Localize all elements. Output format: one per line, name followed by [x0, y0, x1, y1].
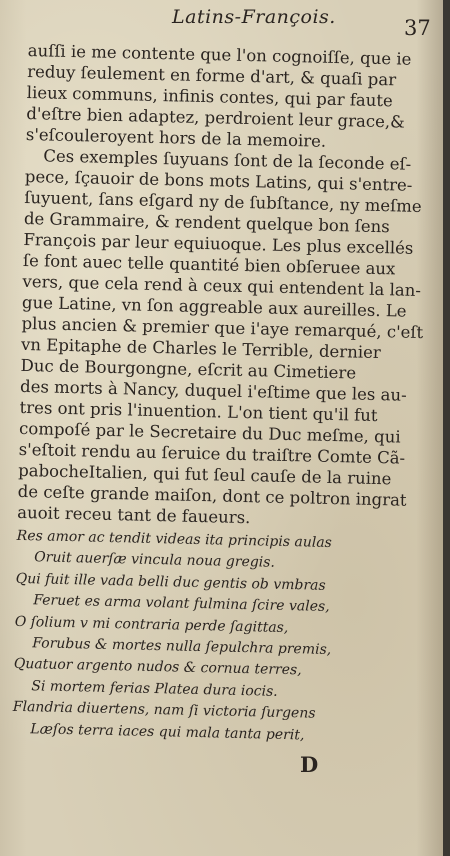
text-line: plus ancien & premier que i'aye remarqué, c'eſt: [21, 313, 424, 343]
verse-line: Flandria diuertens, nam ſi victoria ſurgens: [12, 698, 316, 722]
text-line: Ces exemples ſuyuans ſont de la ſeconde eſ-: [43, 146, 412, 174]
text-line: gue Latine, vn ſon aggreable aux aureilles. Le: [21, 292, 407, 321]
text-line: compoſé par le Secretaire du Duc meſme, qui: [18, 418, 401, 447]
page-header: [0, 6, 443, 40]
text-line: de Grammaire, & rendent quelque bon ſens: [23, 208, 390, 237]
text-line: d'eſtre bien adaptez, perdroient leur grace,&: [26, 103, 405, 132]
text-line: s'eſcouleroyent hors de la memoire.: [25, 124, 327, 151]
verse-line: Res amor ac tendit videas ita principis aulas: [16, 527, 333, 552]
verse-line: Si mortem ferias Platea dura iocis.: [31, 677, 278, 700]
text-line: Duc de Bourgongne, eſcrit au Cimetiere: [20, 355, 357, 383]
text-line: auſſi ie me contente que l'on cognoiſſe, que ie: [27, 40, 412, 69]
verse-line: Oruit auerſæ vincula noua gregis.: [34, 549, 276, 572]
running-head: Latins-François.: [172, 6, 336, 28]
text-line: tres ont pris l'inuention. L'on tient qu'il fut: [19, 397, 378, 426]
text-line: ſe font auec telle quantité bien obſeruee aux: [22, 250, 396, 279]
verse-line: O ſolium v mi contraria perde ſagittas,: [14, 613, 289, 636]
verse-line: Qui fuit ille vada belli duc gentis ob vmbras: [15, 570, 326, 594]
text-line: auoit receu tant de faueurs.: [17, 502, 251, 528]
text-line: vn Epitaphe de Charles le Terrible, dernier: [20, 334, 381, 363]
verse-line: Quatuor argento nudos & cornua terres,: [13, 656, 302, 679]
verse-line: Læſos terra iaces qui mala tanta perit,: [30, 720, 305, 743]
text-line: vers, que cela rend à ceux qui entendent la lan-: [22, 271, 422, 300]
text-line: pece, ſçauoir de bons mots Latins, qui s'entre-: [24, 166, 413, 195]
text-line: pabocheItalien, qui fut ſeul cauſe de la ruine: [18, 460, 392, 489]
verse-line: Feruet es arma volant fulmina ſcire vales,: [33, 592, 330, 616]
text-line: François par leur equiuoque. Les plus excellés: [23, 229, 414, 258]
verse-line: Forubus & mortes nulla ſepulchra premis,: [32, 635, 332, 658]
text-line: s'eſtoit rendu au ſeruice du traiſtre Comte Cã-: [18, 439, 406, 468]
text-line: de ceſte grande maiſon, dont ce poltron ingrat: [17, 481, 407, 510]
body-text: [12, 40, 428, 749]
text-line: lieux communs, infinis contes, qui par faute: [26, 82, 393, 111]
text-line: ſuyuent, ſans eſgard ny de ſubſtance, ny meſme: [24, 187, 422, 216]
signature-mark: D: [300, 752, 319, 777]
text-line: des morts à Nancy, duquel i'eſtime que les au-: [19, 376, 407, 405]
page-number: 37: [404, 16, 431, 40]
epitaph-verses: [12, 526, 417, 749]
book-edge: [443, 0, 450, 856]
text-line: reduy ſeulement en forme d'art, & quaſi par: [27, 61, 397, 90]
